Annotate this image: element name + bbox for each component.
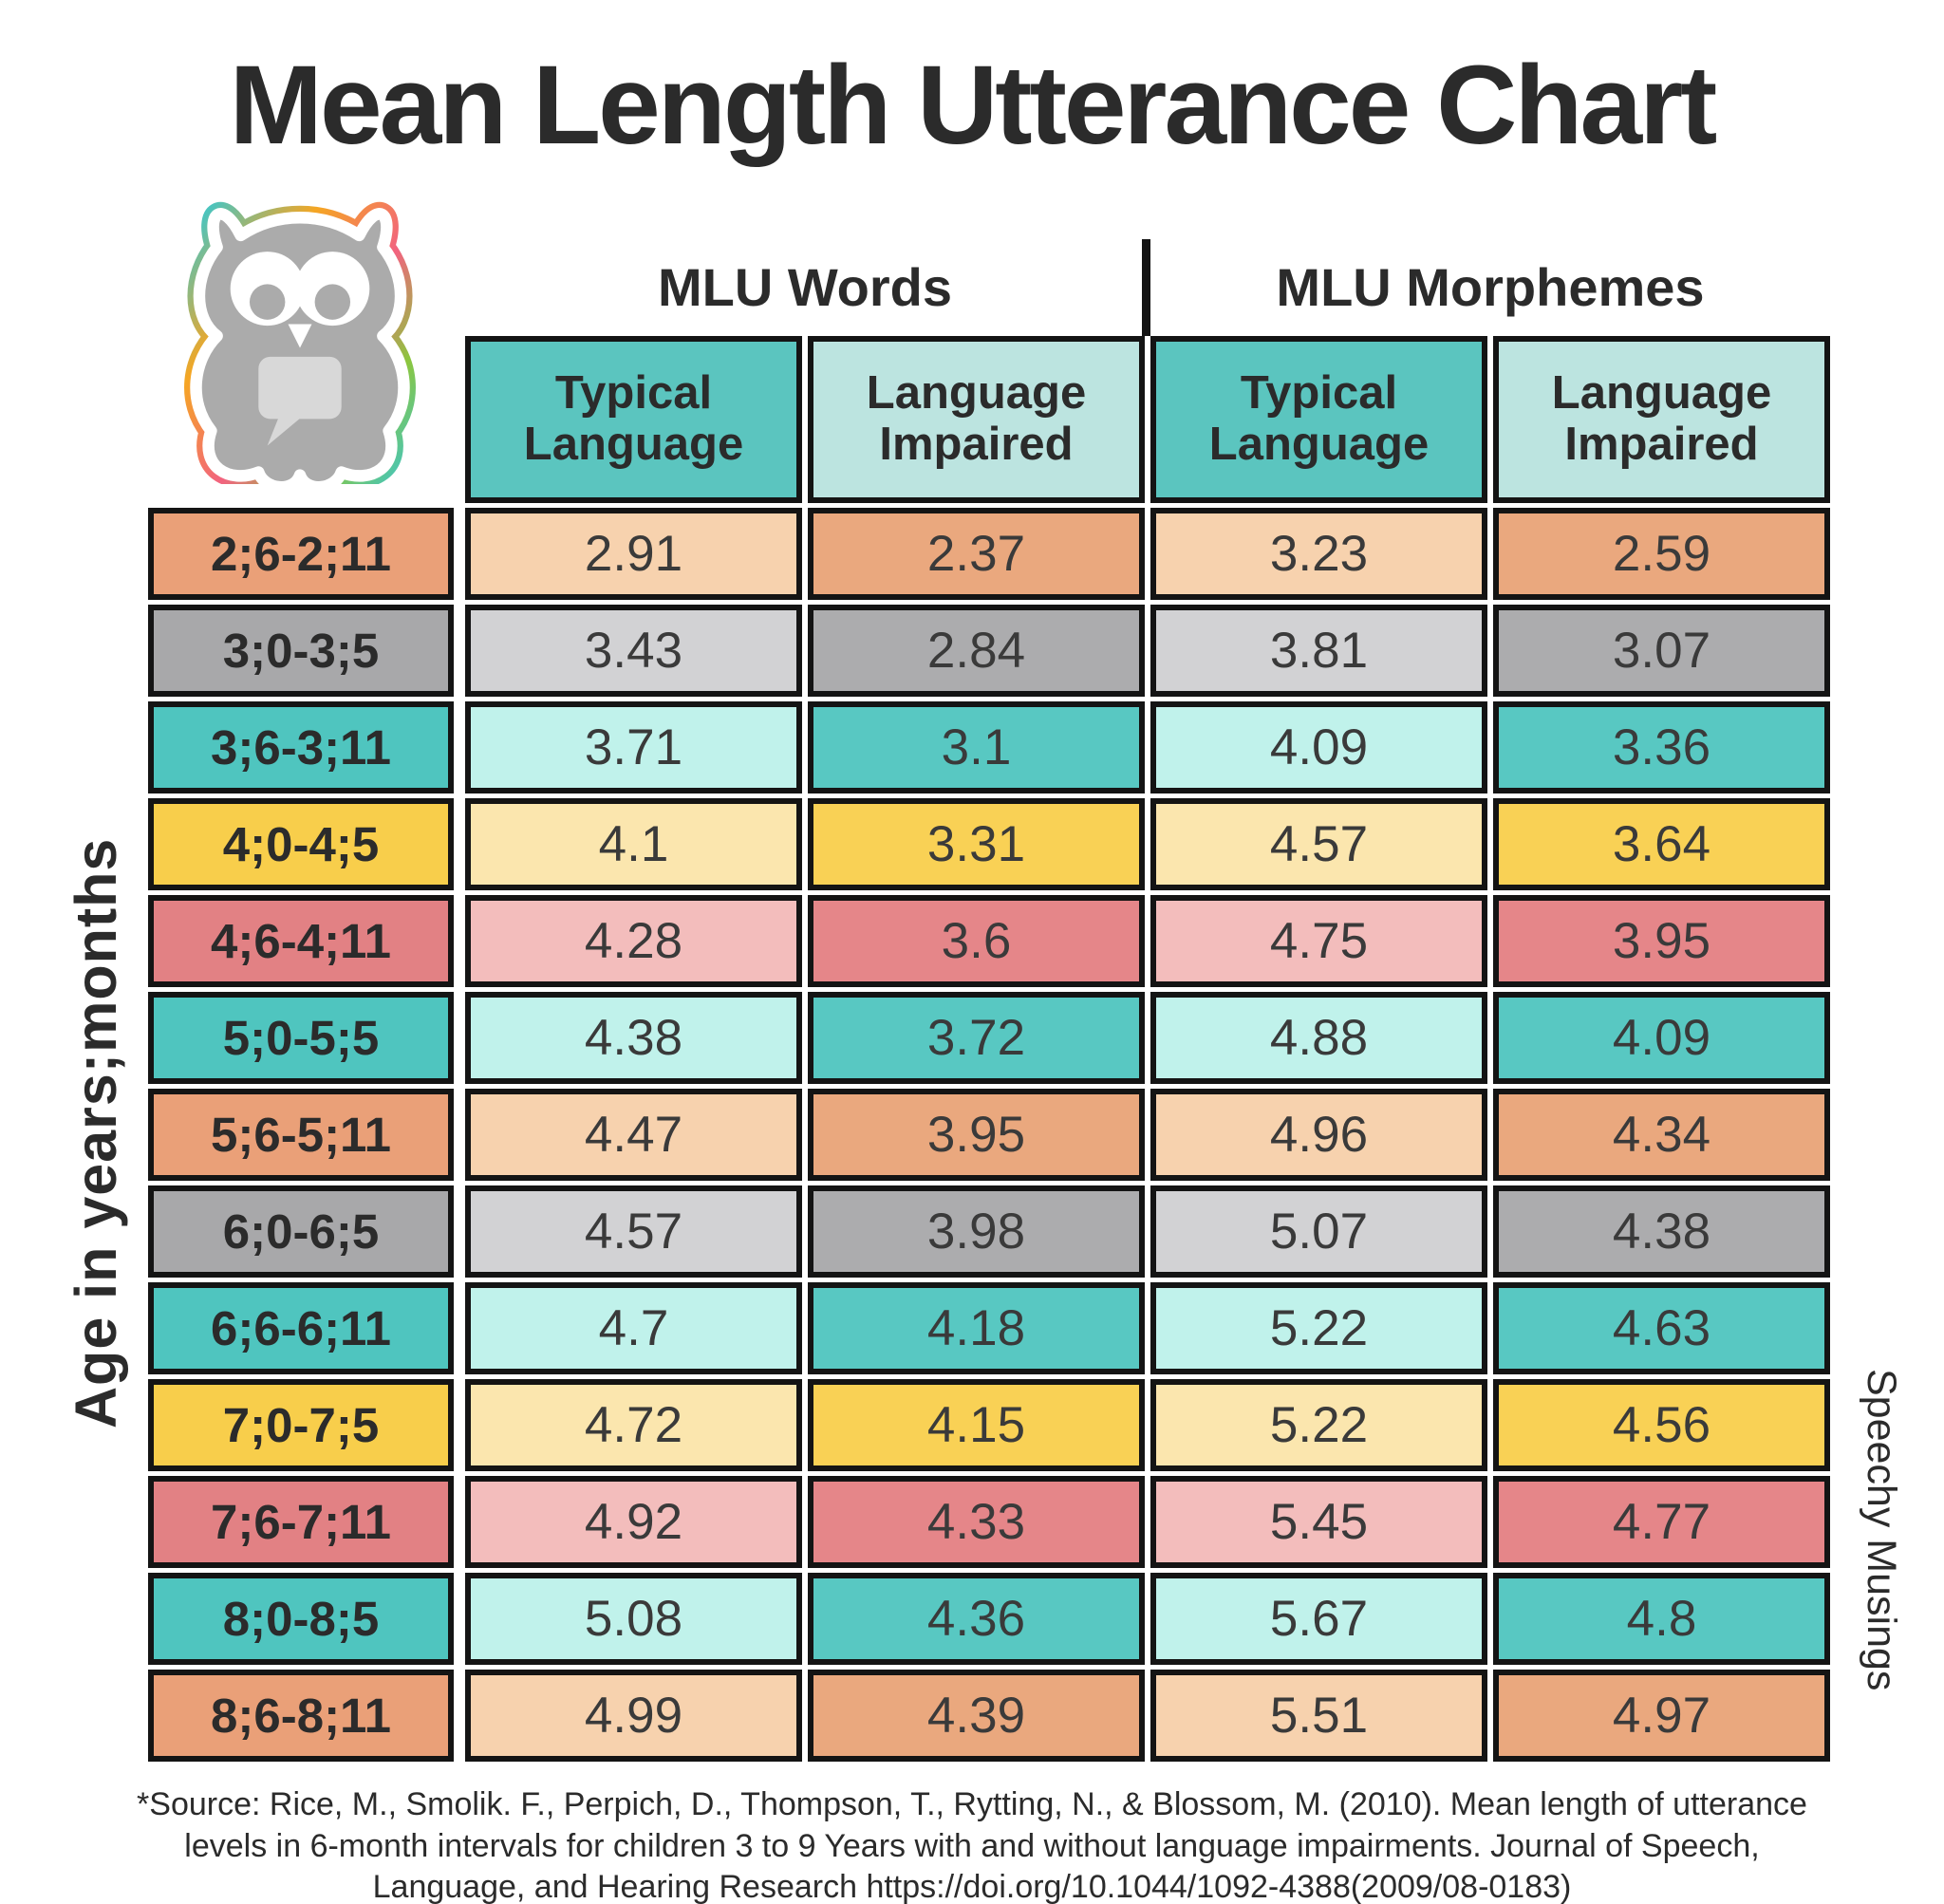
value-cell: 3.81 [1150,605,1487,697]
value-cell: 4.1 [465,798,802,890]
gap [454,992,465,1084]
gap [454,895,465,987]
gap [454,508,465,600]
value-cell: 4.7 [465,1282,802,1374]
value-cell: 4.09 [1493,992,1830,1084]
value-cell: 3.31 [808,798,1145,890]
value-cell: 3.36 [1493,701,1830,793]
page-title: Mean Length Utterance Chart [229,43,1715,168]
gap [454,1670,465,1762]
age-cell: 2;6-2;11 [148,508,454,600]
value-cell: 4.57 [1150,798,1487,890]
value-cell: 3.64 [1493,798,1830,890]
gap [454,798,465,890]
group-header-mlu-morphemes: MLU Morphemes [1276,256,1705,317]
value-cell: 4.77 [1493,1476,1830,1568]
group-header-mlu-words: MLU Words [657,256,953,317]
gap [454,1282,465,1374]
col-header-morphemes-typical: Typical Language [1150,336,1487,503]
value-cell: 4.38 [465,992,802,1084]
age-cell: 5;6-5;11 [148,1089,454,1181]
value-cell: 4.96 [1150,1089,1487,1181]
value-cell: 4.97 [1493,1670,1830,1762]
value-cell: 2.84 [808,605,1145,697]
brand-watermark: Speechy Musings [1859,1369,1904,1691]
value-cell: 4.99 [465,1670,802,1762]
value-cell: 5.07 [1150,1185,1487,1278]
value-cell: 4.15 [808,1379,1145,1471]
gap [454,336,465,503]
value-cell: 4.88 [1150,992,1487,1084]
source-line: levels in 6-month intervals for children 3 to 9 Years with and without language impairments. Journal of Speech, [184,1827,1760,1864]
age-cell: 3;6-3;11 [148,701,454,793]
value-cell: 3.1 [808,701,1145,793]
age-cell: 6;0-6;5 [148,1185,454,1278]
source-line: *Source: Rice, M., Smolik. F., Perpich, D., Thompson, T., Rytting, N., & Blossom, M. (2010). Mean length of utterance [137,1786,1807,1822]
value-cell: 4.38 [1493,1185,1830,1278]
gap [454,605,465,697]
value-cell: 4.36 [808,1573,1145,1665]
gap [454,1185,465,1278]
value-cell: 2.59 [1493,508,1830,600]
col-header-words-typical: Typical Language [465,336,802,503]
value-cell: 3.95 [1493,895,1830,987]
value-cell: 2.91 [465,508,802,600]
mlu-table [148,336,1830,1762]
age-cell: 6;6-6;11 [148,1282,454,1374]
value-cell: 3.95 [808,1089,1145,1181]
value-cell: 2.37 [808,508,1145,600]
value-cell: 3.98 [808,1185,1145,1278]
value-cell: 4.56 [1493,1379,1830,1471]
gap [454,1573,465,1665]
age-cell: 4;0-4;5 [148,798,454,890]
col-header-words-impaired: Language Impaired [808,336,1145,503]
value-cell: 4.34 [1493,1089,1830,1181]
age-cell: 7;0-7;5 [148,1379,454,1471]
age-cell: 5;0-5;5 [148,992,454,1084]
value-cell: 4.92 [465,1476,802,1568]
value-cell: 3.72 [808,992,1145,1084]
value-cell: 5.51 [1150,1670,1487,1762]
gap [454,1476,465,1568]
value-cell: 4.75 [1150,895,1487,987]
age-cell: 4;6-4;11 [148,895,454,987]
row-axis-label: Age in years;months [64,837,128,1428]
value-cell: 4.39 [808,1670,1145,1762]
gap [454,1379,465,1471]
value-cell: 5.45 [1150,1476,1487,1568]
value-cell: 3.23 [1150,508,1487,600]
value-cell: 5.08 [465,1573,802,1665]
gap [454,1089,465,1181]
col-header-morphemes-impaired: Language Impaired [1493,336,1830,503]
gap [148,336,454,503]
value-cell: 3.6 [808,895,1145,987]
owl-left-pupil [250,284,285,319]
owl-right-pupil [315,284,350,319]
value-cell: 4.18 [808,1282,1145,1374]
value-cell: 4.09 [1150,701,1487,793]
value-cell: 5.67 [1150,1573,1487,1665]
age-cell: 3;0-3;5 [148,605,454,697]
age-cell: 8;0-8;5 [148,1573,454,1665]
value-cell: 4.8 [1493,1573,1830,1665]
value-cell: 5.22 [1150,1282,1487,1374]
group-divider-line [1142,239,1150,336]
value-cell: 3.71 [465,701,802,793]
age-cell: 7;6-7;11 [148,1476,454,1568]
value-cell: 5.22 [1150,1379,1487,1471]
value-cell: 4.33 [808,1476,1145,1568]
value-cell: 4.63 [1493,1282,1830,1374]
value-cell: 4.72 [465,1379,802,1471]
value-cell: 3.07 [1493,605,1830,697]
source-line: Language, and Hearing Research https://doi.org/10.1044/1092-4388(2009/08-0183) [372,1869,1572,1904]
source-citation [0,1784,1944,1904]
value-cell: 4.57 [465,1185,802,1278]
value-cell: 4.28 [465,895,802,987]
gap [454,701,465,793]
age-cell: 8;6-8;11 [148,1670,454,1762]
value-cell: 4.47 [465,1089,802,1181]
value-cell: 3.43 [465,605,802,697]
